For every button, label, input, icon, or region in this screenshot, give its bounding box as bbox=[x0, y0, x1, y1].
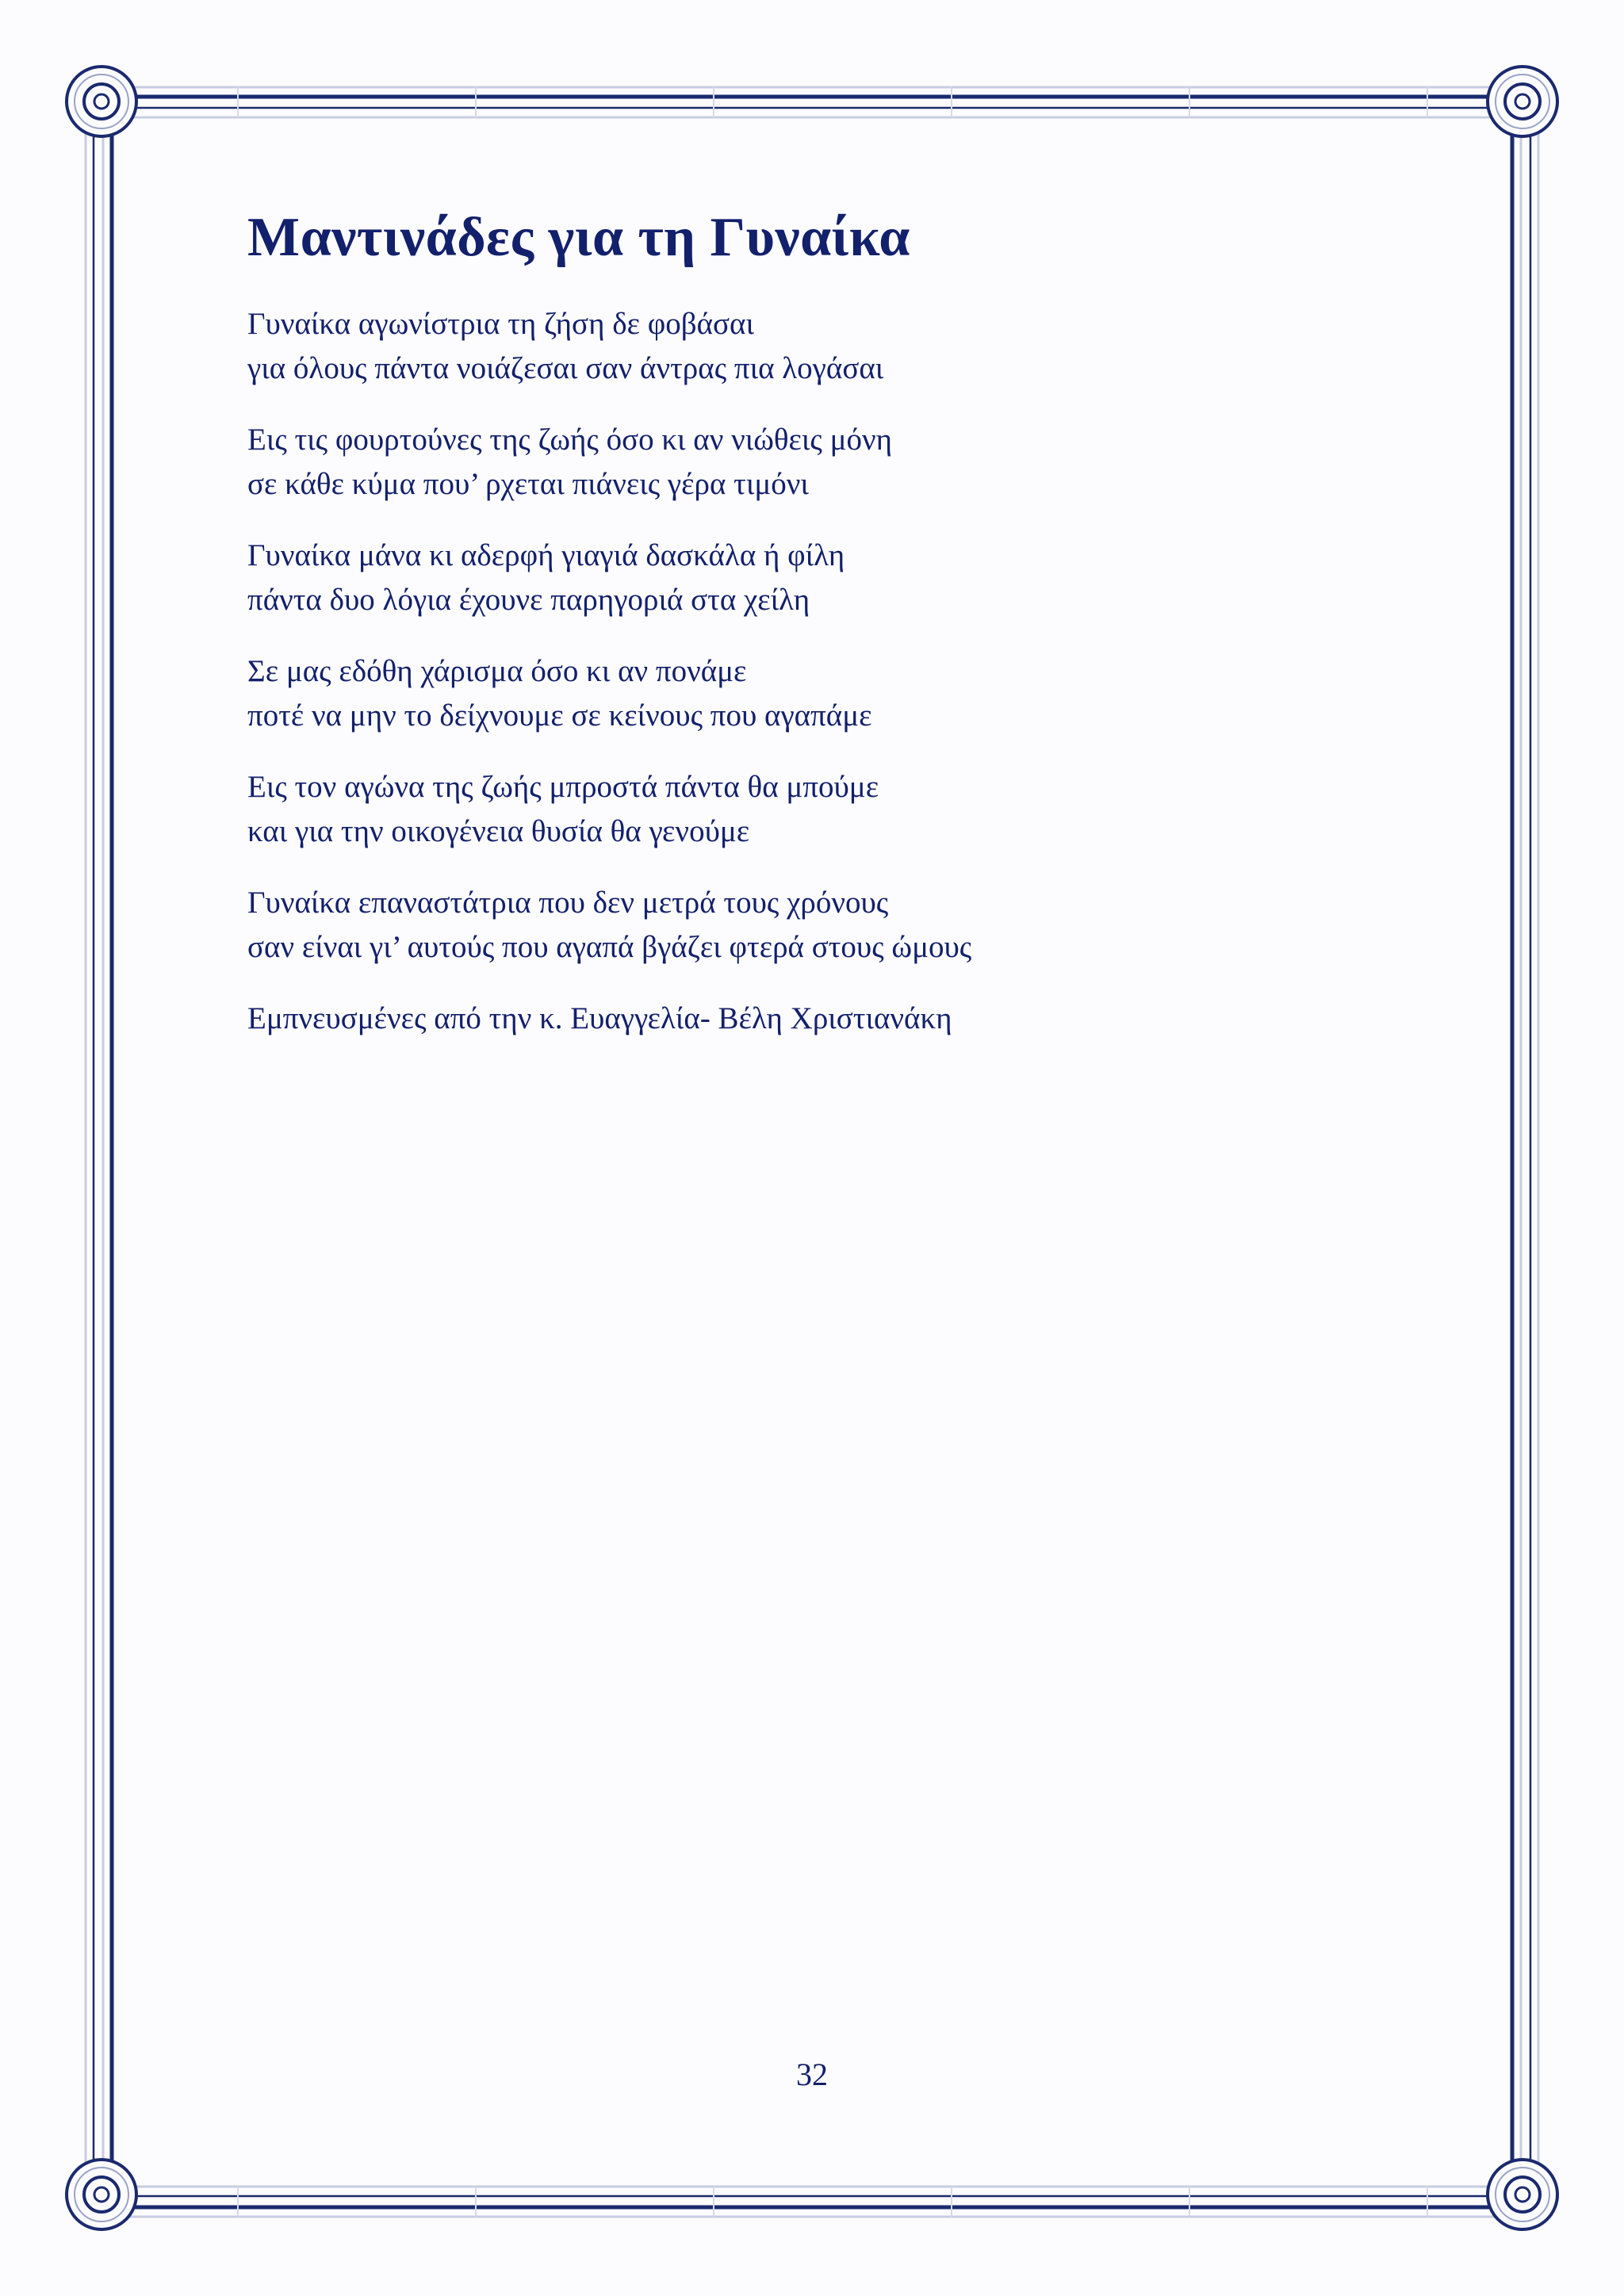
verse-line: σαν είναι γι’ αυτούς που αγαπά βγάζει φτερά στους ώμους bbox=[247, 930, 972, 964]
page-title: Μαντινάδες για τη Γυναίκα bbox=[247, 207, 910, 268]
stanza bbox=[247, 534, 1437, 622]
stanza bbox=[247, 418, 1437, 507]
stanza bbox=[247, 881, 1437, 970]
verse-line: και για την οικογένεια θυσία θα γενούμε bbox=[247, 814, 750, 848]
verse-line: πάντα δυο λόγια έχουνε παρηγοριά στα χείλη bbox=[247, 583, 810, 617]
stanza bbox=[247, 765, 1437, 854]
verse-line: σε κάθε κύμα που’ ρχεται πιάνεις γέρα τιμόνι bbox=[247, 467, 809, 501]
corner-ornament-bottom-left bbox=[67, 2160, 136, 2229]
corner-ornament-top-left bbox=[67, 67, 136, 136]
verse-line: ποτέ να μην το δείχνουμε σε κείνους που αγαπάμε bbox=[247, 698, 872, 733]
stanza bbox=[247, 649, 1437, 738]
page-number: 32 bbox=[796, 2057, 828, 2092]
poem-content bbox=[247, 202, 1437, 1041]
stanza bbox=[247, 302, 1437, 391]
verse-line: Γυναίκα μάνα κι αδερφή γιαγιά δασκάλα ή φίλη bbox=[247, 538, 845, 572]
credit-line: Εμπνευσμένες από την κ. Ευαγγελία- Βέλη Χριστιανάκη bbox=[247, 1001, 952, 1035]
verse-line: Γυναίκα επαναστάτρια που δεν μετρά τους χρόνους bbox=[247, 886, 889, 920]
verse-line: Εις τις φουρτούνες της ζωής όσο κι αν νιώθεις μόνη bbox=[247, 423, 893, 457]
corner-ornament-top-right bbox=[1488, 67, 1557, 136]
verse-line: Εις τον αγώνα της ζωής μπροστά πάντα θα μπούμε bbox=[247, 770, 879, 804]
corner-ornament-bottom-right bbox=[1488, 2160, 1557, 2229]
verse-line: Σε μας εδόθη χάρισμα όσο κι αν πονάμε bbox=[247, 654, 747, 688]
verse-line: για όλους πάντα νοιάζεσαι σαν άντρας πια λογάσαι bbox=[247, 351, 884, 385]
verse-line: Γυναίκα αγωνίστρια τη ζήση δε φοβάσαι bbox=[247, 307, 754, 341]
